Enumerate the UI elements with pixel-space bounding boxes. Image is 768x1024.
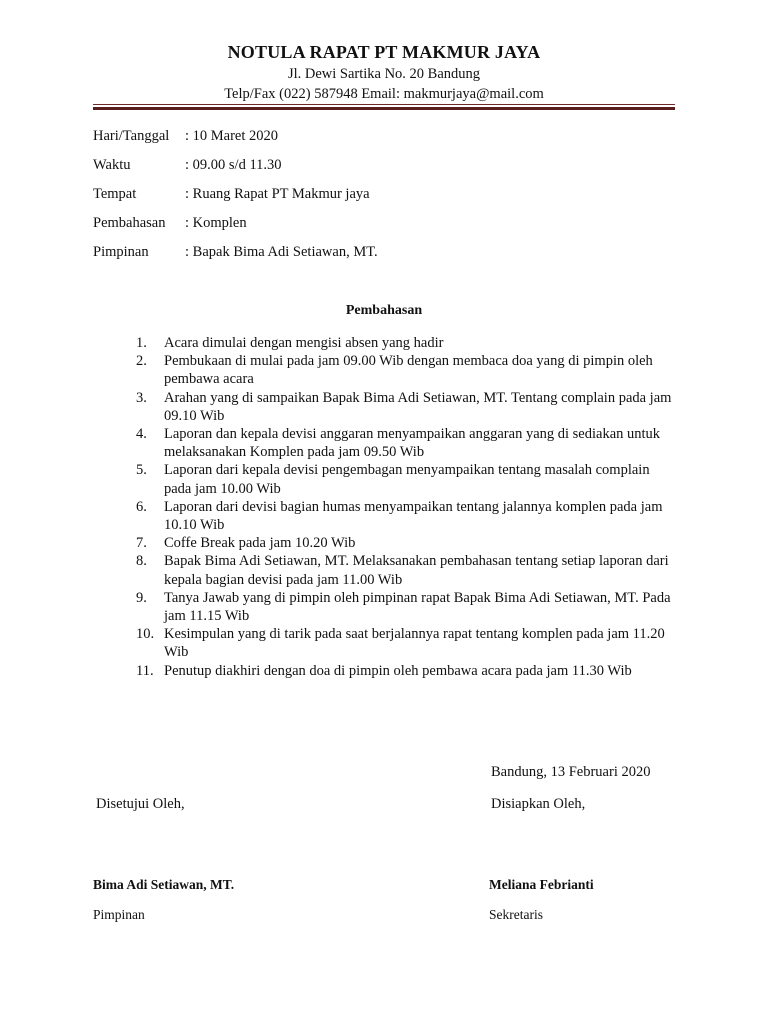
header-divider-thick <box>93 107 675 110</box>
company-address: Jl. Dewi Sartika No. 20 Bandung <box>287 66 481 82</box>
section-title: Pembahasan <box>345 303 423 318</box>
list-item-text: Coffe Break pada jam 10.20 Wib <box>164 535 356 552</box>
company-contact: Telp/Fax (022) 587948 Email: makmurjaya@mail.com <box>224 86 544 102</box>
list-item <box>0 389 768 425</box>
info-value: : 09.00 s/d 11.30 <box>185 157 282 173</box>
list-item-text: Laporan dari devisi bagian humas menyampaikan tentang jalannya komplen pada jam 10.10 Wib <box>164 498 663 534</box>
list-item <box>0 534 768 552</box>
prepared-by-label: Disiapkan Oleh, <box>491 796 586 812</box>
document-title: NOTULA RAPAT PT MAKMUR JAYA <box>227 42 541 62</box>
list-item <box>0 498 768 534</box>
info-label: Tempat <box>93 186 137 202</box>
list-item-text: Pembukaan di mulai pada jam 09.00 Wib dengan membaca doa yang di pimpin oleh pembawa acara <box>164 353 653 388</box>
list-item-number: 11. <box>136 662 154 679</box>
list-item-number: 7. <box>136 535 147 552</box>
approved-by-label: Disetujui Oleh, <box>96 796 185 812</box>
list-item <box>0 425 768 461</box>
preparer-role: Sekretaris <box>489 907 543 922</box>
list-item-number: 2. <box>136 353 147 370</box>
approver-role: Pimpinan <box>93 907 145 922</box>
list-item-number: 5. <box>136 462 147 479</box>
list-item-text: Acara dimulai dengan mengisi absen yang hadir <box>164 335 444 351</box>
info-label: Hari/Tanggal <box>93 128 170 144</box>
approver-name: Bima Adi Setiawan, MT. <box>93 877 235 892</box>
list-item <box>0 589 768 625</box>
list-item <box>0 625 768 661</box>
list-item-text: Bapak Bima Adi Setiawan, MT. Melaksanakan pembahasan tentang setiap laporan dari kepala bagian devisi pada jam 11.00 Wib <box>164 553 669 588</box>
list-item-text: Penutup diakhiri dengan doa di pimpin oleh pembawa acara pada jam 11.30 Wib <box>164 662 632 679</box>
list-item-number: 8. <box>136 553 147 570</box>
list-item-number: 3. <box>136 389 147 406</box>
list-item-number: 9. <box>136 589 147 606</box>
list-item <box>0 352 768 388</box>
info-value: : Komplen <box>185 215 247 231</box>
agenda-list <box>0 334 768 680</box>
list-item-text: Laporan dari kepala devisi pengembagan menyampaikan tentang masalah complain pada jam 10.00 Wib <box>164 462 650 497</box>
list-item <box>0 334 768 352</box>
list-item <box>0 461 768 497</box>
info-value: : 10 Maret 2020 <box>185 128 279 144</box>
info-label: Pimpinan <box>93 244 149 260</box>
preparer-name: Meliana Febrianti <box>489 877 594 892</box>
info-label: Pembahasan <box>93 215 166 231</box>
header-divider-thin <box>93 104 675 105</box>
list-item-text: Tanya Jawab yang di pimpin oleh pimpinan rapat Bapak Bima Adi Setiawan, MT. Pada jam 11.15 Wib <box>164 589 671 625</box>
info-value: : Bapak Bima Adi Setiawan, MT. <box>185 244 378 260</box>
list-item-text: Kesimpulan yang di tarik pada saat berjalannya rapat tentang komplen pada jam 11.20 Wib <box>164 626 665 661</box>
list-item <box>0 662 768 680</box>
list-item-text: Laporan dan kepala devisi anggaran menyampaikan anggaran yang di sediakan untuk melaksanakan Komplen pada jam 09.50 Wib <box>164 426 661 461</box>
list-item-number: 1. <box>136 335 147 351</box>
info-value: : Ruang Rapat PT Makmur jaya <box>185 186 370 202</box>
place-date: Bandung, 13 Februari 2020 <box>491 764 651 780</box>
list-item-number: 4. <box>136 426 147 443</box>
list-item-number: 6. <box>136 498 147 515</box>
info-label: Waktu <box>93 157 131 173</box>
list-item-text: Arahan yang di sampaikan Bapak Bima Adi Setiawan, MT. Tentang complain pada jam 09.10 Wib <box>164 389 672 424</box>
list-item-number: 10. <box>136 626 155 643</box>
list-item <box>0 552 768 588</box>
